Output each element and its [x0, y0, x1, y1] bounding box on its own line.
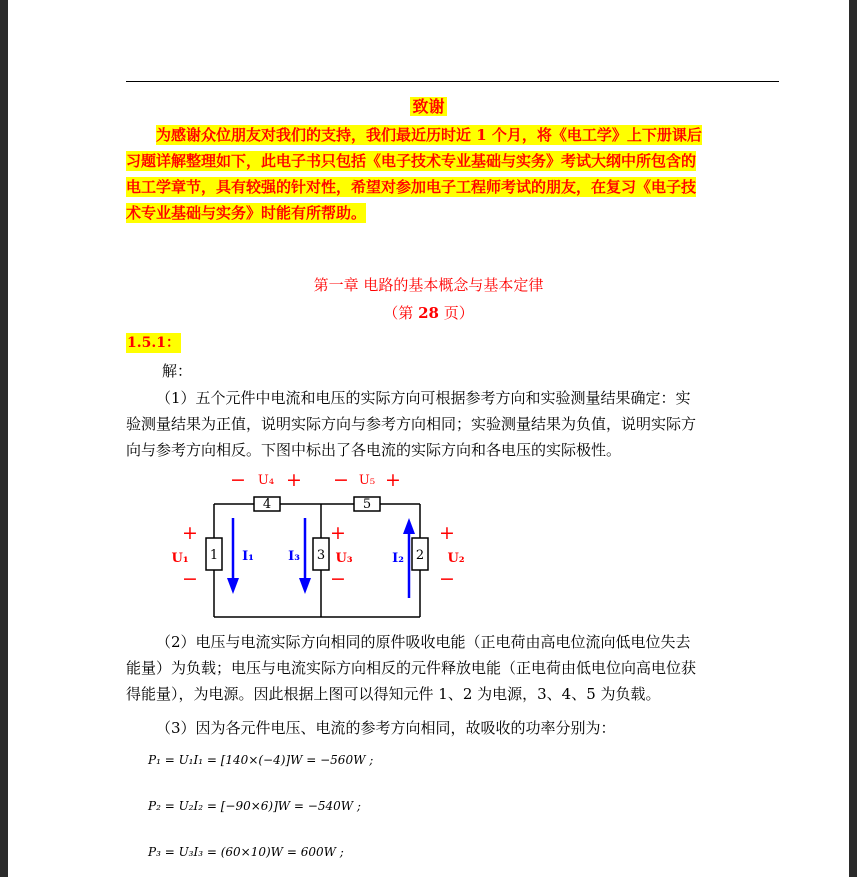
formula-p3: P₃ = U₃I₃ = (60×10)W = 600W ;: [148, 845, 344, 859]
u5-label: U₅: [358, 473, 376, 488]
chapter-page-number: 28: [418, 304, 439, 322]
u4-minus: −: [230, 469, 246, 491]
ack-line-1: 为感谢众位朋友对我们的支持，我们最近历时近 1 个月，将《电工学》上下册课后: [156, 126, 702, 144]
chapter-page: （第 28 页）: [383, 304, 474, 322]
u5-plus: +: [385, 469, 401, 491]
i3-arrow-head: [299, 578, 311, 594]
u2-minus: −: [439, 568, 455, 590]
solution-paragraph-1: （1）五个元件中电流和电压的实际方向可根据参考方向和实验测量结果确定：实 验测量结果为正值，说明实际方向与参考方向相同；实验测量结果为负值，说明实际方 向与参考方向相反。下图中标出了各电流的实际方向和各电压的实际极性。: [126, 389, 697, 459]
u1-plus: +: [182, 522, 198, 544]
i2-label: I₂: [392, 551, 404, 566]
u2-label: U₂: [447, 551, 465, 566]
u4-label: U₄: [257, 473, 275, 488]
chapter-title: 第一章 电路的基本概念与基本定律: [313, 276, 544, 294]
element-3-label: 3: [316, 548, 326, 563]
document-page: [8, 0, 849, 877]
ack-line-4: 术专业基础与实务》时能有所帮助。: [126, 204, 367, 222]
acknowledgement-title: 致谢: [412, 97, 445, 116]
ack-line-3: 电工学章节，具有较强的针对性，希望对参加电子工程师考试的朋友，在复习《电子技: [126, 178, 697, 196]
i2-arrow-head: [403, 518, 415, 534]
section-number: 1.5.1：: [127, 335, 180, 351]
element-4-label: 4: [262, 497, 272, 512]
u3-label: U₃: [335, 551, 353, 566]
u4-plus: +: [286, 469, 302, 491]
u1-label: U₁: [171, 551, 189, 566]
solution-paragraph-3: （3）因为各元件电压、电流的参考方向相同，故吸收的功率分别为：: [156, 719, 616, 737]
formula-p1: P₁ = U₁I₁ = [140×(−4)]W = −560W ;: [148, 753, 374, 767]
element-2-label: 2: [415, 548, 425, 563]
u3-minus: −: [330, 568, 346, 590]
i1-arrow-head: [227, 578, 239, 594]
u3-plus: +: [330, 522, 346, 544]
u2-plus: +: [439, 522, 455, 544]
element-5-label: 5: [362, 497, 372, 512]
header-rule: [126, 81, 779, 82]
u5-minus: −: [333, 469, 349, 491]
u1-minus: −: [182, 568, 198, 590]
solution-label: 解：: [162, 362, 193, 380]
i1-label: I₁: [242, 549, 254, 564]
ack-line-2: 习题详解整理如下，此电子书只包括《电子技术专业基础与实务》考试大纲中所包含的: [126, 152, 697, 170]
i3-label: I₃: [288, 549, 300, 564]
circuit-diagram: [158, 462, 478, 627]
formula-p2: P₂ = U₂I₂ = [−90×6)]W = −540W ;: [148, 799, 361, 813]
acknowledgement-body: [126, 122, 781, 226]
solution-paragraph-2: （2）电压与电流实际方向相同的原件吸收电能（正电荷由高电位流向低电位失去 能量）为负载；电压与电流实际方向相反的元件释放电能（正电荷由低电位向高电位获 得能量），为电源。因此根据上图可以得知元件 1、2 为电源，3、4、5 为负载。: [126, 633, 697, 703]
element-1-label: 1: [209, 548, 219, 563]
